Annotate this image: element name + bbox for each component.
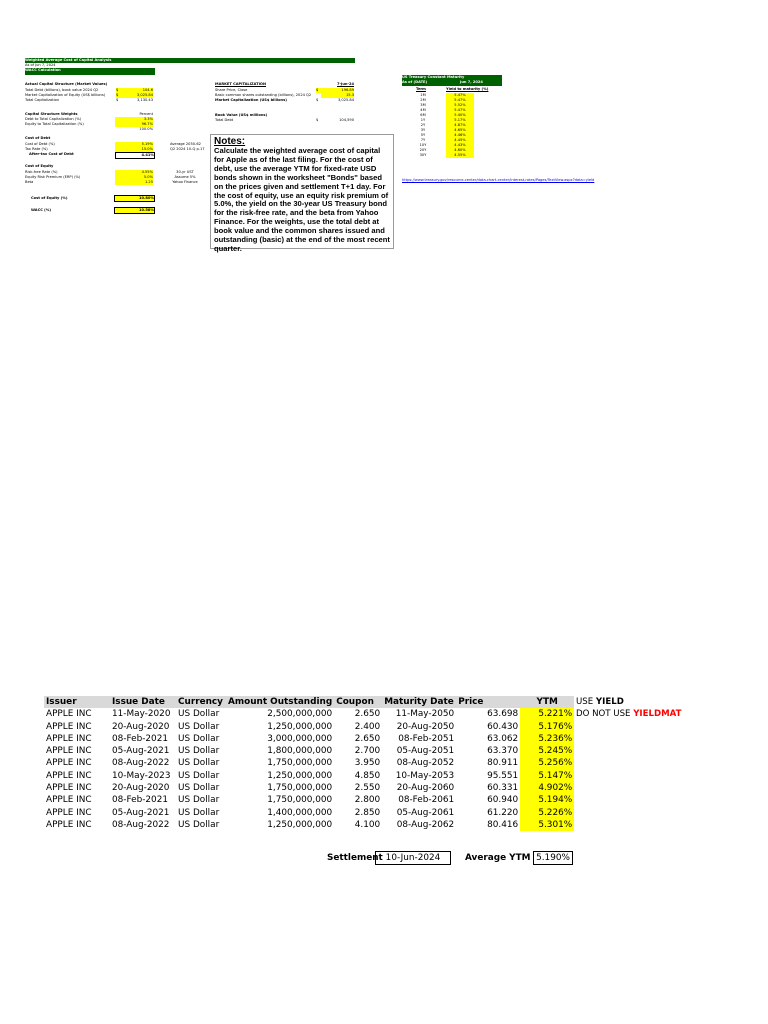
settlement-value[interactable]: 10-Jun-2024	[375, 851, 451, 865]
bond-cell-amount: 1,400,000,000	[267, 807, 333, 818]
bond-row	[44, 745, 574, 757]
treasury-date: Jun 7, 2024	[460, 79, 483, 84]
bond-cell-issue: 20-Aug-2020	[112, 721, 170, 732]
bond-cell-ytm: 5.236%	[520, 733, 574, 745]
capital-structure-heading: Actual Capital Structure (Market Values)	[25, 82, 108, 86]
bond-cell-ytm: 5.194%	[520, 794, 574, 806]
bond-row	[44, 807, 574, 819]
weight-row-value[interactable]: 96.7%	[115, 122, 153, 127]
bond-cell-price[interactable]: 60.430	[487, 721, 519, 732]
bond-cell-price[interactable]: 63.698	[487, 709, 519, 720]
do-not-use-note	[576, 709, 682, 719]
bond-cell-price[interactable]: 60.940	[487, 795, 519, 806]
use-yield-prefix: USE	[576, 697, 596, 707]
treasury-term: 1Y	[420, 118, 426, 122]
bond-cell-maturity: 08-Aug-2052	[396, 758, 455, 769]
bond-row	[44, 733, 574, 745]
coe-row-note: Yahoo Finance	[172, 180, 198, 184]
bond-cell-issue: 08-Aug-2022	[112, 758, 170, 769]
col-currency: Currency	[176, 696, 226, 708]
treasury-yield[interactable]: 4.60%	[446, 148, 474, 153]
cod-row-label: After-tax Cost of Debt	[29, 152, 74, 156]
bond-cell-amount: 1,750,000,000	[267, 758, 333, 769]
bond-cell-amount: 1,750,000,000	[267, 783, 333, 794]
bond-cell-ccy: US Dollar	[178, 733, 220, 744]
bonds-table	[44, 696, 574, 831]
bond-cell-maturity: 08-Aug-2062	[396, 819, 455, 830]
treasury-term: 5Y	[420, 133, 426, 137]
market-cap-row-sym: $	[316, 98, 319, 102]
bond-cell-amount: 1,800,000,000	[267, 746, 333, 757]
notes-box	[210, 134, 394, 253]
bond-cell-issue: 11-May-2020	[112, 709, 171, 720]
cap-row-label: Total Capitalization	[25, 98, 60, 102]
bond-cell-ytm: 5.256%	[520, 757, 574, 769]
bond-cell-ytm: 5.226%	[520, 807, 574, 819]
bond-cell-issuer: APPLE INC	[44, 708, 110, 720]
coe-row-label: Equity Risk Premium (ERP) (%)	[25, 175, 81, 179]
weight-row-label: Equity to Total Capitalization (%)	[25, 122, 84, 126]
cost-of-equity-heading: Cost of Equity	[25, 164, 54, 168]
bond-cell-price[interactable]: 60.331	[487, 783, 519, 794]
bond-cell-coupon: 2.850	[354, 807, 381, 818]
cap-row-sym: $	[116, 93, 121, 98]
bond-cell-issuer: APPLE INC	[44, 733, 110, 745]
treasury-yield[interactable]: 5.40%	[446, 113, 474, 118]
bond-cell-ytm: 5.301%	[520, 819, 574, 831]
treasury-title: US Treasury Constant Maturity	[402, 75, 465, 79]
treasury-yield[interactable]: 4.43%	[446, 143, 474, 148]
bond-cell-ccy: US Dollar	[178, 721, 220, 732]
treasury-term: 6M	[420, 113, 426, 117]
bond-cell-maturity: 11-May-2050	[395, 709, 455, 720]
cap-row-label: Total Debt (billions), book value 2024 Q2	[25, 88, 99, 92]
bond-cell-ytm: 5.245%	[520, 745, 574, 757]
bond-cell-ccy: US Dollar	[178, 783, 220, 794]
bond-cell-coupon: 2.650	[354, 709, 381, 720]
bond-cell-issuer: APPLE INC	[44, 770, 110, 782]
col-coupon: Coupon	[334, 696, 382, 708]
col-ytm: YTM	[520, 696, 574, 708]
bond-cell-ytm: 4.902%	[520, 782, 574, 794]
notes-title: Notes:	[214, 136, 246, 147]
bond-cell-ccy: US Dollar	[178, 770, 220, 781]
bond-cell-price[interactable]: 61.220	[487, 807, 519, 818]
weight-row-value: 100.0%	[139, 127, 153, 131]
cost-of-debt-heading: Cost of Debt	[25, 136, 51, 140]
bond-cell-ccy: US Dollar	[178, 807, 220, 818]
bond-cell-issue: 20-Aug-2020	[112, 783, 170, 794]
bond-cell-amount: 1,750,000,000	[267, 795, 333, 806]
market-cap-row-sym: $	[316, 88, 321, 93]
bond-cell-price[interactable]: 80.416	[487, 819, 519, 830]
col-issuer: Issuer	[44, 696, 110, 708]
treasury-col-yield: Yield to maturity (%)	[446, 87, 489, 91]
bond-cell-ccy: US Dollar	[178, 709, 220, 720]
cap-row-value[interactable]: 104.6	[121, 88, 153, 93]
bond-cell-ytm: 5.176%	[520, 721, 574, 733]
cod-row-note: Q2 2024 10-Q p.17	[170, 147, 205, 151]
treasury-term: 3M	[420, 103, 426, 107]
settlement-label: Settlement	[327, 853, 383, 863]
bond-cell-price[interactable]: 80.911	[487, 758, 519, 769]
bond-cell-issuer: APPLE INC	[44, 807, 110, 819]
cap-row-sym: $	[116, 88, 121, 93]
col-price: Price	[456, 696, 520, 708]
bond-cell-ccy: US Dollar	[178, 819, 220, 830]
market-cap-row-value[interactable]: 196.89	[321, 88, 354, 93]
wacc-value[interactable]: 10.58%	[114, 207, 155, 214]
bond-cell-issuer: APPLE INC	[44, 721, 110, 733]
wacc-label: WACC (%)	[31, 208, 51, 212]
weight-row-value[interactable]: 3.3%	[115, 117, 153, 122]
cap-row-label: Market Capitalization of Equity (US$ billions)	[25, 93, 106, 97]
col-maturity: Maturity Date	[382, 696, 456, 708]
bond-cell-amount: 2,500,000,000	[267, 709, 333, 720]
market-cap-row-value[interactable]: 15.3	[321, 93, 354, 98]
bond-cell-maturity: 08-Feb-2061	[398, 795, 455, 806]
bond-row	[44, 757, 574, 769]
treasury-term: 20Y	[419, 148, 427, 152]
treasury-yield[interactable]: 4.55%	[446, 153, 474, 158]
bonds-header-row	[44, 696, 574, 708]
treasury-term: 7Y	[420, 138, 426, 142]
bond-cell-coupon: 2.400	[354, 721, 381, 732]
book-value-heading: Book Value (US$ millions)	[215, 113, 268, 117]
treasury-term: 2M	[420, 98, 426, 102]
treasury-yield[interactable]: 4.87%	[446, 123, 474, 128]
treasury-term: 3Y	[420, 128, 426, 132]
bond-cell-issuer: APPLE INC	[44, 794, 110, 806]
use-yield-note	[576, 697, 624, 707]
col-amount: Amount Outstanding	[228, 697, 333, 707]
bond-cell-maturity: 10-May-2053	[395, 770, 455, 781]
bond-row	[44, 782, 574, 794]
bond-cell-issuer: APPLE INC	[44, 745, 110, 757]
bond-cell-maturity: 05-Aug-2051	[396, 746, 455, 757]
col-issue-date: Issue Date	[110, 696, 176, 708]
weights-col-header: Percent	[139, 112, 153, 116]
treasury-term: 2Y	[420, 123, 426, 127]
cod-row-value: 4.41%	[115, 152, 155, 159]
cod-row-value[interactable]: 5.19%	[115, 142, 153, 147]
bond-cell-coupon: 2.550	[354, 783, 381, 794]
bond-cell-issuer: APPLE INC	[44, 782, 110, 794]
wacc-section-bar	[25, 68, 155, 75]
cod-row-label: Tax Rate (%)	[25, 147, 48, 151]
bond-cell-coupon: 4.100	[354, 819, 381, 830]
treasury-yield[interactable]: 5.17%	[446, 118, 474, 123]
notes-body: Calculate the weighted average cost of capital for Apple as of the last filing. For the cost of debt, use the average YTM for fixed-rate USD bonds shown in the worksheet "Bonds" based on the prices given and settlement T+1 day. For the cost of equity, use an equity risk premium of 5.0%, the yield on the 30-year US Treasury bond for the risk-free rate, and the beta from Yahoo Finance. For the weights, use the total debt at book value and the common shares issued and outstanding (basic) at the end of the most recent quarter.	[214, 146, 390, 253]
bond-cell-issuer: APPLE INC	[44, 757, 110, 769]
bond-cell-amount: 1,250,000,000	[267, 819, 333, 830]
coe-row-note: 30-yr UST	[176, 170, 194, 174]
book-total-debt-sym: $	[316, 118, 319, 122]
bond-cell-maturity: 20-Aug-2060	[396, 783, 455, 794]
coe-row-value[interactable]: 4.55%	[115, 170, 153, 175]
market-cap-row-label: Basic common shares outstanding (billions), 2024 Q2	[215, 93, 312, 97]
treasury-yield[interactable]: 5.47%	[446, 93, 474, 98]
bond-cell-ytm: 5.147%	[520, 770, 574, 782]
bond-cell-issuer: APPLE INC	[44, 819, 110, 831]
book-total-debt-value: 104,590	[339, 118, 354, 122]
treasury-term: 1M	[420, 93, 426, 97]
cap-row-value: 3,130.43	[136, 98, 153, 102]
use-yield-word: YIELD	[595, 697, 624, 707]
cod-row-label: Cost of Debt (%)	[25, 142, 55, 146]
market-cap-row-label: Share Price, Close	[215, 88, 248, 92]
weight-row-label: Debt to Total Capitalization (%)	[25, 117, 82, 121]
treasury-yield[interactable]: 4.45%	[446, 138, 474, 143]
bond-cell-maturity: 20-Aug-2050	[396, 721, 455, 732]
coe-row-label: Risk-free Rate (%)	[25, 170, 58, 174]
bond-cell-maturity: 05-Aug-2061	[396, 807, 455, 818]
treasury-yield[interactable]: 5.47%	[446, 108, 474, 113]
coe-row-label: Beta	[25, 180, 34, 184]
market-cap-heading: MARKET CAPITALIZATION	[215, 82, 266, 86]
bond-cell-issue: 08-Aug-2022	[112, 819, 170, 830]
treasury-yield[interactable]: 4.65%	[446, 128, 474, 133]
bond-cell-amount: 1,250,000,000	[267, 721, 333, 732]
bond-cell-issue: 05-Aug-2021	[112, 746, 170, 757]
coe-label: Cost of Equity (%)	[31, 196, 68, 200]
treasury-term: 10Y	[419, 143, 427, 147]
coe-row-value[interactable]: 1.25	[115, 180, 153, 185]
treasury-term: 30Y	[419, 153, 427, 157]
cap-row-sym: $	[116, 98, 119, 102]
bond-row	[44, 819, 574, 831]
bond-cell-price[interactable]: 95.551	[487, 770, 519, 781]
treasury-col-term: Term	[416, 87, 426, 91]
bond-cell-ccy: US Dollar	[178, 746, 220, 757]
bond-cell-issue: 08-Feb-2021	[112, 733, 168, 744]
market-cap-date: 7-Jun-24	[337, 82, 354, 86]
treasury-link[interactable]: https://www.treasury.gov/resource-center/data-chart-center/interest-rates/Pages/TextView.aspx?data=yield	[402, 178, 595, 182]
bond-cell-issue: 08-Feb-2021	[112, 795, 168, 806]
bond-cell-amount: 1,250,000,000	[267, 770, 333, 781]
bond-cell-price[interactable]: 63.062	[487, 733, 519, 744]
wacc-section: WACC Calculation	[25, 68, 61, 72]
bond-cell-price[interactable]: 63.370	[487, 746, 519, 757]
do-not-use-prefix: DO NOT USE	[576, 709, 634, 719]
bond-cell-maturity: 08-Feb-2051	[398, 733, 455, 744]
bond-row	[44, 708, 574, 720]
bond-cell-amount: 3,000,000,000	[267, 733, 333, 744]
treasury-yield[interactable]: 5.52%	[446, 103, 474, 108]
cap-row-value[interactable]: 3,025.84	[121, 93, 153, 98]
bond-row	[44, 721, 574, 733]
treasury-header	[402, 75, 502, 86]
average-ytm-label: Average YTM	[465, 853, 531, 863]
wacc-title: Weighted Average Cost of Capital Analysis	[25, 58, 112, 62]
wacc-title-bar	[25, 58, 355, 63]
bond-cell-issue: 10-May-2023	[112, 770, 171, 781]
bond-cell-coupon: 2.800	[354, 795, 381, 806]
coe-row-value[interactable]: 5.0%	[115, 175, 153, 180]
treasury-as-of: As of (DATE)	[402, 79, 428, 84]
do-not-use-word: YIELDMAT	[633, 709, 682, 719]
bond-cell-issue: 05-Aug-2021	[112, 807, 170, 818]
coe-row-note: Assume 5%	[174, 175, 196, 179]
market-cap-row-value: 3,025.84	[337, 98, 354, 102]
treasury-yield[interactable]: 5.47%	[446, 98, 474, 103]
cod-row-note: Average 2050-62	[170, 142, 201, 146]
bond-cell-ccy: US Dollar	[178, 795, 220, 806]
coe-value[interactable]: 10.80%	[114, 195, 155, 202]
bond-cell-coupon: 4.850	[354, 770, 381, 781]
bond-cell-coupon: 2.650	[354, 733, 381, 744]
cod-row-value[interactable]: 15.0%	[115, 147, 153, 152]
treasury-yield[interactable]: 4.46%	[446, 133, 474, 138]
average-ytm-value[interactable]: 5.190%	[533, 851, 573, 865]
book-total-debt-label: Total Debt	[215, 118, 234, 122]
bond-cell-coupon: 2.700	[354, 746, 381, 757]
bond-row	[44, 770, 574, 782]
bond-cell-coupon: 3.950	[354, 758, 381, 769]
bond-cell-ccy: US Dollar	[178, 758, 220, 769]
weights-heading: Capital Structure Weights	[25, 112, 78, 116]
wacc-as-of: As of Jun 7, 2024	[25, 63, 56, 67]
bond-row	[44, 794, 574, 806]
bond-cell-ytm: 5.221%	[520, 708, 574, 720]
market-cap-row-label: Market Capitalization (US$ billions)	[215, 98, 287, 102]
treasury-term: 4M	[420, 108, 426, 112]
